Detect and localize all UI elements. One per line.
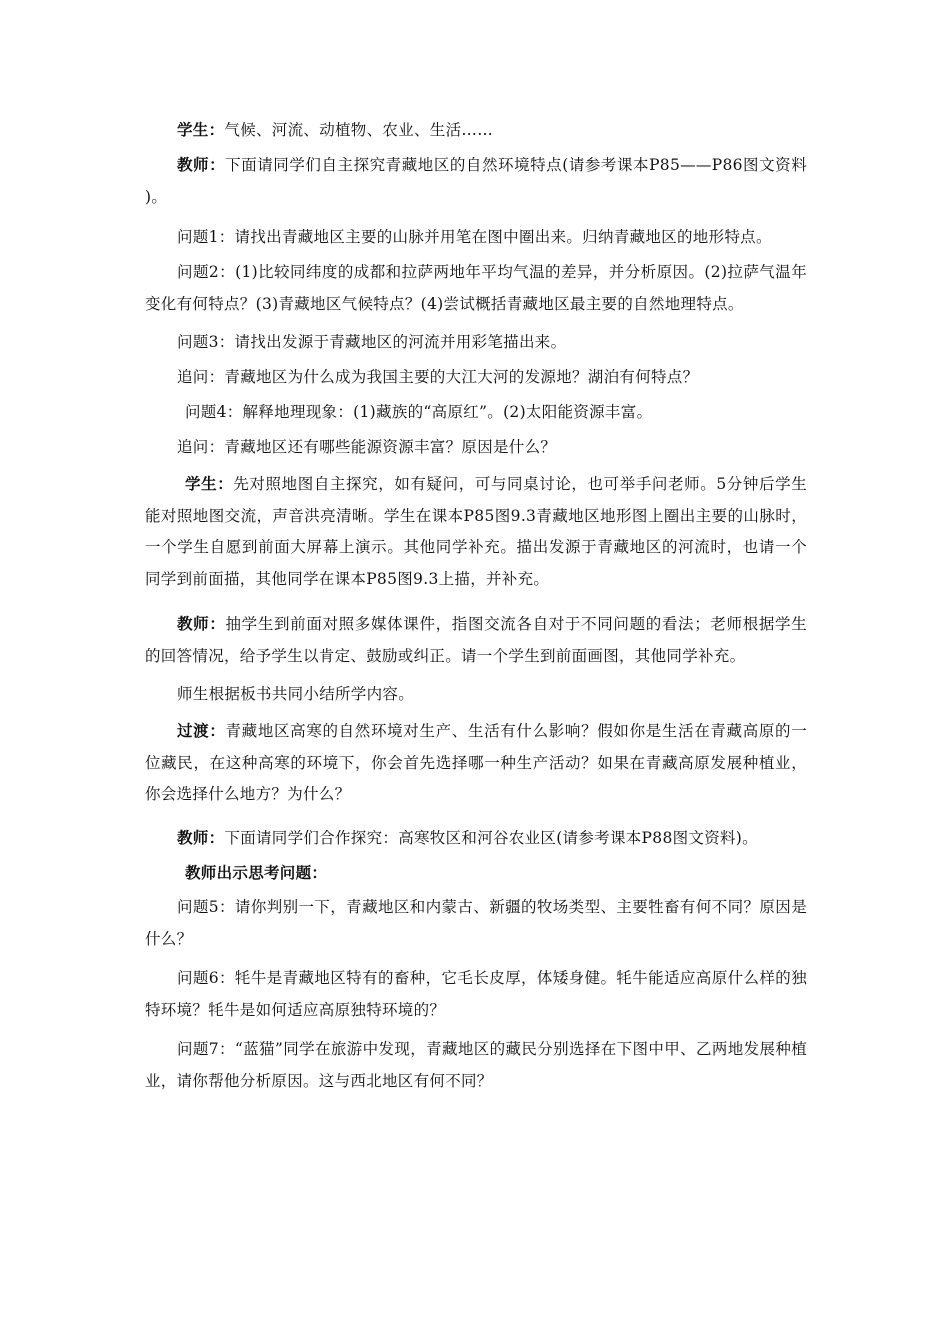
speaker-label: 过渡： bbox=[177, 721, 226, 740]
paragraph-text: 问题2：(1)比较同纬度的成都和拉萨两地年平均气温的差异，并分析原因。(2)拉萨气温年变化有何特点？(3)青藏地区气候特点？(4)尝试概括青藏地区最主要的自然地理特点。 bbox=[145, 263, 807, 313]
paragraph-text: 师生根据板书共同小结所学内容。 bbox=[177, 685, 415, 703]
paragraph-15 bbox=[145, 892, 807, 955]
paragraph-text: 问题5：请你判别一下，青藏地区和内蒙古、新疆的牧场类型、主要牲畜有何不同？原因是什么？ bbox=[145, 898, 807, 948]
paragraph-text: 问题3：请找出发源于青藏地区的河流并用彩笔描出来。 bbox=[177, 333, 567, 351]
speaker-label: 学生： bbox=[185, 474, 234, 493]
paragraph-2 bbox=[145, 149, 807, 213]
paragraph-text: 问题6：牦牛是青藏地区特有的畜种，它毛长皮厚，体矮身健。牦牛能适应高原什么样的独特环境？牦牛是如何适应高原独特环境的？ bbox=[145, 969, 807, 1019]
paragraph-16 bbox=[145, 963, 807, 1026]
paragraph-14 bbox=[145, 857, 807, 890]
paragraph-4 bbox=[145, 257, 807, 320]
paragraph-text: 下面请同学们自主探究青藏地区的自然环境特点(请参考课本P85——P86图文资料 )。 bbox=[145, 156, 807, 206]
paragraph-6 bbox=[145, 362, 807, 394]
speaker-label: 教师： bbox=[177, 828, 225, 847]
paragraph-1 bbox=[145, 114, 807, 147]
paragraph-text: 先对照地图自主探究，如有疑问，可与同桌讨论，也可举手问老师。5分钟后学生能对照地图交流，声音洪亮清晰。学生在课本P85图9.3青藏地区地形图上圈出主要的山脉时，一个学生自愿到前面大屏幕上演示。其他同学补充。描出发源于青藏地区的河流时，也请一个同学到前面描，其他同学在课本P85图9.3上描，并补充。 bbox=[145, 475, 807, 588]
section-heading: 教师出示思考问题： bbox=[185, 863, 328, 882]
speaker-label: 教师： bbox=[177, 614, 226, 633]
paragraph-10 bbox=[145, 608, 807, 672]
paragraph-13 bbox=[145, 822, 807, 855]
paragraph-text: 追问：青藏地区为什么成为我国主要的大江大河的发源地？湖泊有何特点？ bbox=[177, 368, 699, 386]
speaker-label: 教师： bbox=[177, 155, 226, 174]
paragraph-text: 问题1：请找出青藏地区主要的山脉并用笔在图中圈出来。归纳青藏地区的地形特点。 bbox=[177, 228, 772, 246]
paragraph-text: 追问：青藏地区还有哪些能源资源丰富？原因是什么？ bbox=[177, 438, 557, 456]
paragraph-text: 下面请同学们合作探究：高寒牧区和河谷农业区(请参考课本P88图文资料)。 bbox=[224, 829, 758, 847]
paragraph-8 bbox=[145, 432, 807, 464]
paragraph-17 bbox=[145, 1034, 807, 1097]
paragraph-text: 抽学生到前面对照多媒体课件，指图交流各自对于不同问题的看法；老师根据学生的回答情况，给予学生以肯定、鼓励或纠正。请一个学生到前面画图，其他同学补充。 bbox=[145, 615, 807, 665]
paragraph-5 bbox=[145, 327, 807, 359]
paragraph-11 bbox=[145, 679, 807, 711]
speaker-label: 学生： bbox=[177, 120, 225, 139]
paragraph-12 bbox=[145, 715, 807, 811]
paragraph-text: 问题7：“蓝猫”同学在旅游中发现，青藏地区的藏民分别选择在下图中甲、乙两地发展种植业，请你帮他分析原因。这与西北地区有何不同？ bbox=[145, 1040, 807, 1090]
paragraph-text: 气候、河流、动植物、农业、生活…… bbox=[224, 121, 494, 139]
paragraph-9 bbox=[145, 468, 807, 595]
paragraph-3 bbox=[145, 222, 807, 254]
paragraph-text: 青藏地区高寒的自然环境对生产、生活有什么影响？假如你是生活在青藏高原的一位藏民，在这种高寒的环境下，你会首先选择哪一种生产活动？如果在青藏高原发展种植业，你会选择什么地方？为什么？ bbox=[145, 722, 807, 803]
paragraph-7 bbox=[145, 397, 807, 429]
paragraph-text: 问题4：解释地理现象：(1)藏族的“高原红”。(2)太阳能资源丰富。 bbox=[185, 403, 653, 421]
